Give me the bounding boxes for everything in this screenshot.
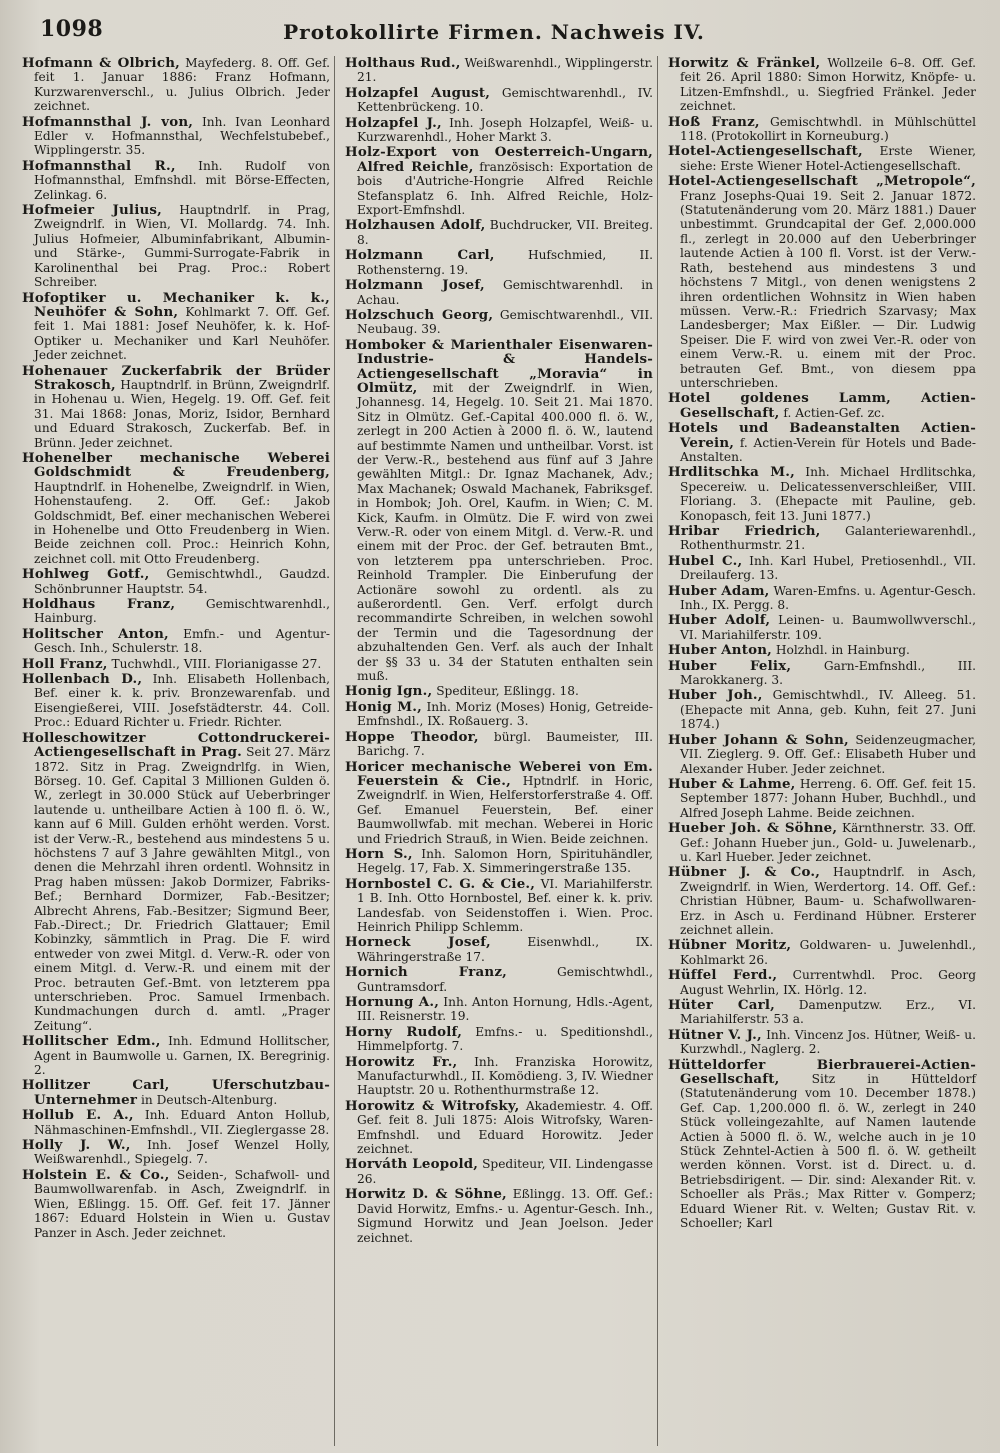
firm-name: Hütteldorfer Bierbrauerei-Actien-Gesellschaft, (668, 1056, 976, 1088)
page-header (18, 14, 970, 50)
firm-name: Hofmann & Olbrich, (22, 56, 180, 71)
firm-name: Huber Adolf, (668, 612, 771, 629)
firm-name: Holzhausen Adolf, (345, 217, 486, 234)
firm-details: Inh. Josef Wenzel Holly, Weißwarenhdl., Spiegelg. 7. (34, 1138, 330, 1167)
firm-details: Hauptndrlf. in Hohenelbe, Zweigndrlf. in Wien, Hohenstaufeng. 2. Off. Gef.: Jakob Goldschmidt, Bef. einer mechanischen Weberei in Hohenelbe und Otto Freudenberg in Wien. Beide zeichnen coll. Proc.: Heinrich Kohn, zeichnet coll. mit Otto Freudenberg. (34, 479, 330, 566)
firm-details: Inh. Edmund Hollitscher, Agent in Baumwolle u. Garnen, IX. Beregrinig. 2. (34, 1034, 331, 1078)
firm-entry (22, 115, 330, 158)
firm-entry (22, 657, 330, 671)
firm-name: Honig Ign., (345, 683, 433, 700)
firm-entry (668, 584, 976, 613)
firm-name: Huber Felix, (668, 657, 792, 674)
firm-entry (668, 56, 976, 114)
firm-entry (345, 308, 653, 337)
firm-name: Holdhaus Franz, (22, 596, 176, 613)
firm-details: Gemischtwarenhdl. in Achau. (357, 278, 653, 307)
firm-entry (22, 159, 330, 202)
firm-name: Hüffel Ferd., (668, 967, 778, 984)
firm-details: Buchdrucker, VII. Breiteg. 8. (357, 218, 653, 247)
firm-entry (668, 1058, 976, 1231)
firm-name: Horneck Josef, (345, 934, 491, 951)
firm-entry (668, 524, 976, 553)
firm-details: Spediteur, Eßlingg. 18. (436, 684, 579, 699)
firm-details: Inh. Moriz (Moses) Honig, Getreide-Emfnshdl., IX. Roßauerg. 3. (357, 699, 653, 729)
firm-details: französisch: Exportation de bois d'Autriche-Hongrie Alfred Reichle Stefansplatz 6. Inh. Alfred Reichle, Holz-Export-Emfnshdl. (357, 159, 654, 218)
firm-details: Inh. Salomon Horn, Spirituhändler, Hegelg. 17, Fab. X. Simmeringerstraße 135. (357, 846, 654, 876)
firm-details: Inh. Elisabeth Hollenbach, Bef. einer k. k. priv. Bronzewarenfab. und Eisengießerei, VIII. Josefstädterstr. 44. Coll. Proc.: Eduard Richter u. Friedr. Richter. (34, 672, 330, 730)
firm-details: Gemischtwhdl. in Mühlschüttel 118. (Protokollirt in Korneuburg.) (680, 114, 976, 144)
firm-details: Spediteur, VII. Lindengasse 26. (357, 1157, 654, 1186)
firm-name: Holthaus Rud., (345, 56, 461, 71)
firm-entry (668, 174, 976, 390)
firm-entry (668, 144, 976, 173)
firm-entry (345, 1025, 653, 1054)
firm-details: Seidenzeugmacher, VII. Zieglerg. 9. Off. Gef.: Elisabeth Huber und Alexander Huber. Jeder zeichnet. (680, 732, 977, 776)
firm-entry (345, 248, 653, 277)
firm-name: Hotel-Actiengesellschaft „Metropole“, (668, 173, 976, 190)
firm-entry (345, 338, 653, 684)
firm-entry (668, 659, 976, 688)
firm-entry (345, 1099, 653, 1157)
firm-details: Hauptndrlf. in Brünn, Zweigndrlf. in Hohenau u. Wien, Hegelg. 19. Off. Gef. feit 31. Mai 1868: Jonas, Moriz, Isidor, Bernhard und Eduard Strakosch, Zuckerfab. Bef. in Brünn. Jeder zeichnet. (34, 377, 330, 450)
firm-name: Holitscher Anton, (22, 625, 169, 642)
firm-entry (345, 145, 653, 217)
firm-entry (345, 86, 653, 115)
firm-name: Hotel goldenes Lamm, Actien-Gesellschaft, (668, 390, 976, 421)
firm-details: Seit 27. März 1872. Sitz in Prag. Zweigndrlfg. in Wien, Börseg. 10. Gef. Capital 3 Millionen Gulden ö. W., zerlegt in 30.000 Stück auf Ueberbringer lautende u. untheilbare Actien à 100 fl. ö. W., kann auf 6 Mill. Gulden erhöht werden. Vorst. ist der Verw.-R., bestehend aus mindestens 5 u. höchstens 7 auf 3 Jahre gewählten Mitgl., von denen die Mehrzahl ihren ordentl. Wohnsitz in Prag haben müssen: Jakob Dormizer, Fabriks-Bef.; Bernhard Dormizer, Fab.-Besitzer; Albrecht Ahrens, Fab.-Besitzer; Sigmund Beer, Fab.-Direct.; Dr. Friedrich Glattauer; Emil Kobinzky, sämmtlich in Prag. Die F. wird entweder von zwei Mitgl. d. Verw.-R. oder von einem Mitgl. d. Verw.-R. und einem mit der Proc. betrauten Gef.-Bmt. von letzterem ppa unterschrieben. Proc. Samuel Irmenbach. Kundmachungen durch d. amtl. „Prager Zeitung“. (34, 745, 331, 1033)
firm-entry (345, 700, 653, 729)
firm-details: in Deutsch-Altenburg. (140, 1092, 278, 1107)
firm-details: Inh. Karl Hubel, Pretiosenhdl., VII. Dreilauferg. 13. (680, 553, 976, 583)
firm-name: Hotel-Actiengesellschaft, (668, 143, 863, 160)
firm-name: Hüter Carl, (668, 997, 775, 1013)
firm-details: Damenputzw. Erz., VI. Mariahilferstr. 53 a. (680, 998, 976, 1027)
firm-details: Inh. Vincenz Jos. Hütner, Weiß- u. Kurzwhdl., Naglerg. 2. (680, 1027, 976, 1057)
firm-details: Waren-Emfns. u. Agentur-Gesch. Inh., IX. Pergg. 8. (680, 583, 977, 613)
firm-name: Horowitz Fr., (345, 1053, 458, 1070)
firm-name: Hubel C., (668, 552, 743, 569)
firm-name: Hohenelber mechanische Weberei Goldschmidt & Freudenberg, (22, 449, 330, 481)
firm-name: Huber Anton, (668, 642, 773, 659)
firm-details: Gemischtwarenhdl., VII. Neubaug. 39. (357, 307, 654, 337)
firm-name: Hütner V. J., (668, 1026, 762, 1043)
firm-name: Huber Adam, (668, 582, 770, 599)
firm-details: Gemischtwarenhdl., Hainburg. (34, 597, 331, 626)
firm-entry (668, 733, 976, 776)
firm-entry (668, 865, 976, 937)
firm-details: Goldwaren- u. Juwelenhdl., Kohlmarkt 26. (680, 938, 977, 967)
firm-details: Inh. Eduard Anton Hollub, Nähmaschinen-Emfnshdl., VII. Zieglergasse 28. (34, 1108, 330, 1137)
firm-details: Kärnthnerstr. 33. Off. Gef.: Johann Hueber jun., Gold- u. Juwelenarb., u. Karl Hueber. Jeder zeichnet. (680, 821, 977, 864)
firm-entry (22, 1168, 330, 1240)
firm-name: Holz-Export von Oesterreich-Ungarn, Alfred Reichle, (345, 144, 653, 175)
column-middle (341, 56, 658, 1446)
firm-details: Mayfederg. 8. Off. Gef. feit 1. Januar 1886: Franz Hofmann, Kurzwarenverschl., u. Julius Olbrich. Jeder zeichnet. (34, 56, 331, 114)
firm-name: Hofmannsthal J. von, (22, 113, 194, 130)
firm-entry (345, 877, 653, 935)
firm-entry (22, 1108, 330, 1137)
firm-details: Gemischtwhdl., Gaudzd. Schönbrunner Hauptstr. 54. (34, 567, 330, 596)
firm-name: Holly J. W., (22, 1137, 131, 1154)
firm-name: Horowitz & Witrofsky, (345, 1097, 520, 1114)
firm-name: Horn S., (345, 845, 413, 862)
column-left (18, 56, 335, 1446)
firm-entry (668, 1028, 976, 1057)
firm-details: Kohlmarkt 7. Off. Gef. feit 1. Mai 1881: Josef Neuhöfer, k. k. Hof-Optiker u. Mechaniker und Karl Neuhöfer. Jeder zeichnet. (34, 304, 330, 363)
firm-entry (345, 995, 653, 1024)
firm-name: Holzapfel August, (345, 84, 491, 101)
firm-details: Franz Josephs-Quai 19. Seit 2. Januar 1872. (Statutenänderung vom 20. März 1881.) Dauer unbestimmt. Grundcapital der Gef. 2,000.000 fl., zerlegt in 20.000 auf den Ueberbringer lautende Actien à 100 fl. Vorst. ist der Verw.-Rath, bestehend aus mindestens 3 und höchstens 7 Mitgl., von denen wenigstens 2 ihren ordentlichen Wohnsitz in Wien haben müssen. Verw.-R.: Friedrich Szarvasy; Max Landesberger; Max Eißler. — Dir. Ludwig Speiser. Die F. wird von zwei Ver.-R. oder von einem Verw.-R. u. einem mit der Proc. betrauten Gef. Bmt., von diesem ppa unterschrieben. (680, 188, 976, 390)
firm-details: mit der Zweigndrlf. in Wien, Johannesg. 14, Hegelg. 10. Seit 21. Mai 1870. Sitz in Olmütz. Gef.-Capital 400.000 fl. ö. W., zerlegt in 200 Actien à 2000 fl. ö. W., lautend auf bestimmte Namen und untheilbar. Vorst. ist der Verw.-R., bestehend aus fünf auf 3 Jahre gewählten Mitgl.: Dr. Ignaz Machanek, Adv.; Max Machanek; Oswald Machanek, Fabriksgef. in Hombok; Joh. Orel, Kaufm. in Wien; C. M. Kick, Kaufm. in Olmütz. Die F. wird von zwei Verw.-R. oder von einem Mitgl. d. Verw.-R. und einem mit der Proc. der Gef. betrauten Bmt., von letzterem ppa unterschrieben. Proc. Reinhold Trampler. Die Einberufung der Actionäre sowohl zu ordentl. als zu außerordentl. Gen. Verf. erfolgt durch recommandirte Schreiben, in welchen sowohl der Termin und die Tagesordnung der abzuhaltenden Gen. Verf. als auch der Inhalt der §§ 33 u. 34 der Statuten enthalten sein muß. (357, 380, 654, 684)
firm-name: Holzapfel J., (345, 114, 442, 131)
firm-name: Holzschuch Georg, (345, 306, 494, 323)
firm-entry (22, 291, 330, 363)
firm-details: Hufschmied, II. Rothensterng. 19. (357, 248, 654, 277)
firm-name: Holl Franz, (22, 655, 108, 672)
firm-details: Inh. Anton Hornung, Hdls.-Agent, III. Reisnerstr. 19. (357, 995, 653, 1024)
firm-name: Horny Rudolf, (345, 1023, 463, 1040)
firm-name: Hornbostel C. G. & Cie., (345, 875, 536, 892)
column-right (664, 56, 980, 1446)
firm-entry (345, 847, 653, 876)
firm-entry (22, 1078, 330, 1107)
firm-entry (345, 935, 653, 964)
firm-name: Hribar Friedrich, (668, 523, 821, 539)
firm-name: Hofoptiker u. Mechaniker k. k., Neuhöfer & Sohn, (22, 289, 330, 320)
firm-details: Gemischtwarenhdl., IV. Kettenbrückeng. 10. (357, 85, 653, 115)
firm-details: Seiden-, Schafwoll- und Baumwollwarenfab. in Asch, Zweigndrlf. in Wien, Eßlingg. 15. Off. Gef. feit 17. Jänner 1867: Eduard Holstein in Wien u. Gustav Panzer in Asch. Jeder zeichnet. (34, 1167, 330, 1240)
firm-details: Galanteriewarenhdl., Rothenthurmstr. 21. (680, 524, 976, 553)
firm-details: Wollzeile 6–8. Off. Gef. feit 26. April 1880: Simon Horwitz, Knöpfe- u. Litzen-Emfnshdl., u. Siegfried Fränkel. Jeder zeichnet. (680, 56, 977, 114)
firm-entry (668, 554, 976, 583)
firm-entry (668, 643, 976, 657)
firm-entry (668, 938, 976, 967)
firm-entry (668, 998, 976, 1027)
firm-details: Inh. Rudolf von Hofmannsthal, Emfnshdl. mit Börse-Effecten, Zelinkag. 6. (34, 158, 331, 202)
firm-name: Hofmeier Julius, (22, 202, 163, 219)
firm-entry (668, 421, 976, 464)
firm-details: Emfns.- u. Speditionshdl., Himmelpfortg. 7. (357, 1024, 653, 1054)
firm-entry (22, 364, 330, 450)
firm-details: Hauptndrlf. in Asch, Zweigndrlf. in Wien, Werdertorg. 14. Off. Gef.: Christian Hübner, Baum- u. Schafwollwaren-Erz. in Asch u. Ferdinand Hübner. Ersterer zeichnet allein. (680, 865, 976, 937)
firm-details: Gemischtwhdl., IV. Alleeg. 51. (Ehepacte mit Anna, geb. Kuhn, feit 27. Juni 1874.) (680, 688, 977, 732)
firm-entry (22, 731, 330, 1034)
firm-entry (22, 1034, 330, 1077)
firm-name: Holzmann Carl, (345, 247, 495, 264)
firm-name: Huber Johann & Sohn, (668, 731, 849, 748)
firm-details: Emfn.- und Agentur-Gesch. Inh., Schulerstr. 18. (34, 626, 330, 656)
firm-details: f. Actien-Verein für Hotels und Bade-Anstalten. (680, 435, 977, 464)
firm-entry (345, 730, 653, 759)
firm-details: Akademiestr. 4. Off. Gef. feit 8. Juli 1875: Alois Witrofsky, Waren-Emfnshdl. und Eduard Horowitz. Jeder zeichnet. (357, 1098, 653, 1157)
firm-name: Hrdlitschka M., (668, 464, 796, 481)
firm-entry (22, 597, 330, 626)
firm-name: Hollub E. A., (22, 1107, 134, 1124)
firm-name: Hueber Joh. & Söhne, (668, 820, 838, 837)
firm-name: Hornich Franz, (345, 964, 507, 981)
firm-details: Leinen- u. Baumwollwverschl., VI. Mariahilferstr. 109. (680, 613, 976, 642)
firm-entry (668, 821, 976, 864)
firm-details: VI. Mariahilferstr. 1 B. Inh. Otto Hornbostel, Bef. einer k. k. priv. Landesfab. von Seidenstoffen i. Wien. Proc. Heinrich Philipp Schlemm. (357, 876, 654, 934)
firm-entry (22, 203, 330, 289)
firm-details: f. Actien-Gef. zc. (783, 405, 885, 420)
firm-details: bürgl. Baumeister, III. Barichg. 7. (357, 729, 653, 759)
firm-name: Hohlweg Gotf., (22, 566, 150, 583)
firm-details: Tuchwhdl., VIII. Florianigasse 27. (111, 656, 322, 671)
firm-details: Hptndrlf. in Horic, Zweigndrlf. in Wien, Helferstorferstraße 4. Off. Gef. Emanuel Feuerstein, Bef. einer Baumwollwfab. mit mechan. Weberei in Horic und Friedrich Strauß, in Wien. Beide zeichnen. (357, 773, 653, 846)
firm-details: Inh. Franziska Horowitz, Manufacturwhdl., II. Komödieng. 3, IV. Wiedner Hauptstr. 20 u. Rothenthurmstraße 12. (357, 1054, 653, 1098)
firm-details: Erste Wiener, siehe: Erste Wiener Hotel-Actiengesellschaft. (680, 144, 976, 173)
firm-name: Hübner J. & Co., (668, 864, 821, 881)
firm-name: Hofmannsthal R., (22, 157, 176, 174)
firm-name: Hohenauer Zuckerfabrik der Brüder Strakosch, (22, 362, 330, 393)
firm-entry (22, 567, 330, 596)
firm-name: Hübner Moritz, (668, 937, 792, 954)
firm-details: Hauptndrlf. in Prag, Zweigndrlf. in Wien, VI. Mollardg. 74. Inh. Julius Hofmeier, Albuminfabrikant, Albumin- und Stärke-, Gummi-Surrogate-Fabrik in Karolinenthal bei Prag. Proc.: Robert Schreiber. (34, 203, 331, 290)
firm-name: Hotels und Badeanstalten Actien-Verein, (668, 420, 976, 451)
firm-entry (345, 965, 653, 994)
firm-entry (668, 465, 976, 523)
firm-name: Hollenbach D., (22, 671, 143, 688)
firm-name: Horwitz & Fränkel, (668, 56, 821, 71)
firm-details: Herreng. 6. Off. Gef. feit 15. September 1877: Johann Huber, Buchhdl., und Alfred Joseph Lahme. Beide zeichnen. (680, 776, 977, 820)
firm-name: Holleschowitzer Cottondruckerei-Actiengesellschaft in Prag. (22, 729, 330, 761)
firm-details: Holzhdl. in Hainburg. (775, 643, 910, 658)
firm-entry (345, 1055, 653, 1098)
firm-details: Inh. Joseph Holzapfel, Weiß- u. Kurzwarenhdl., Hoher Markt 3. (357, 115, 653, 145)
firm-name: Horwitz D. & Söhne, (345, 1186, 507, 1203)
running-title: Protokollirte Firmen. Nachweis IV. (283, 20, 705, 44)
firm-name: Hollitzer Carl, Uferschutzbau-Unternehmer (22, 1077, 330, 1108)
firm-details: Eßlingg. 13. Off. Gef.: David Horwitz, Emfns.- u. Agentur-Gesch. Inh., Sigmund Horwitz und Jean Joelson. Jeder zeichnet. (357, 1187, 653, 1245)
firm-details: Currentwhdl. Proc. Georg August Wehrlin, IX. Hörlg. 12. (680, 968, 976, 997)
firm-entry (345, 218, 653, 247)
firm-details: Inh. Ivan Leonhard Edler v. Hofmannsthal, Wechfelstubebef., Wipplingerstr. 35. (34, 114, 331, 158)
firm-name: Hornung A., (345, 994, 440, 1010)
firm-entry (345, 278, 653, 307)
firm-entry (22, 627, 330, 656)
columns (18, 56, 980, 1446)
firm-name: Honig M., (345, 698, 422, 715)
firm-entry (345, 1187, 653, 1245)
firm-details: Sitz in Hütteldorf (Statutenänderung vom 10. December 1878.) Gef. Cap. 1,200.000 fl. ö. W., zerlegt in 240 Stück volleingezahlte, auf Namen lautende Actien à 5000 fl. ö. W., welche auch in je 10 Stück Zehntel-Actien à 500 fl. ö. W. getheilt werden können. Vorst. ist d. Direct. u. d. Betriebsdirigent. — Dir. sind: Alexander Rit. v. Schoeller als Präs.; Max Ritter v. Gomperz; Eduard Wiener Rit. v. Welten; Gustav Rit. v. Schoeller; Karl (680, 1072, 976, 1231)
firm-entry (22, 672, 330, 730)
firm-entry (345, 760, 653, 846)
firm-details: Eisenwhdl., IX. Währingerstraße 17. (357, 935, 653, 964)
firm-entry (345, 116, 653, 145)
firm-name: Hoppe Theodor, (345, 728, 479, 745)
firm-name: Huber & Lahme, (668, 775, 796, 792)
firm-name: Huber Joh., (668, 687, 763, 704)
firm-entry (668, 777, 976, 820)
firm-entry (668, 115, 976, 144)
firm-entry (345, 684, 653, 698)
page-number: 1098 (40, 16, 104, 42)
firm-name: Holzmann Josef, (345, 277, 485, 294)
firm-name: Hollitscher Edm., (22, 1033, 161, 1050)
firm-details: Inh. Michael Hrdlitschka, Specereiw. u. Delicatessenverschleißer, VIII. Floriang. 3. (Ehepacte mit Pauline, geb. Konopasch, feit 13. Juni 1877.) (680, 465, 977, 523)
firm-name: Horicer mechanische Weberei von Em. Feuerstein & Cie., (345, 758, 653, 789)
firm-name: Horváth Leopold, (345, 1156, 479, 1173)
firm-name: Hoß Franz, (668, 113, 760, 130)
firm-entry (345, 56, 653, 85)
firm-name: Holstein E. & Co., (22, 1166, 170, 1183)
firm-entry (345, 1157, 653, 1186)
firm-entry (22, 451, 330, 566)
firm-entry (668, 688, 976, 731)
firm-details: Garn-Emfnshdl., III. Marokkanerg. 3. (680, 658, 977, 688)
firm-entry (22, 56, 330, 114)
firm-entry (22, 1138, 330, 1167)
firm-details: Gemischtwhdl., Guntramsdorf. (357, 965, 653, 994)
firm-entry (668, 968, 976, 997)
firm-name: Homboker & Marienthaler Eisenwaren-Industrie- & Handels-Actiengesellschaft „Moravia“ in Olmütz, (345, 336, 653, 396)
firm-entry (668, 613, 976, 642)
firm-entry (668, 391, 976, 420)
firm-details: Weißwarenhdl., Wipplingerstr. 21. (357, 56, 653, 85)
